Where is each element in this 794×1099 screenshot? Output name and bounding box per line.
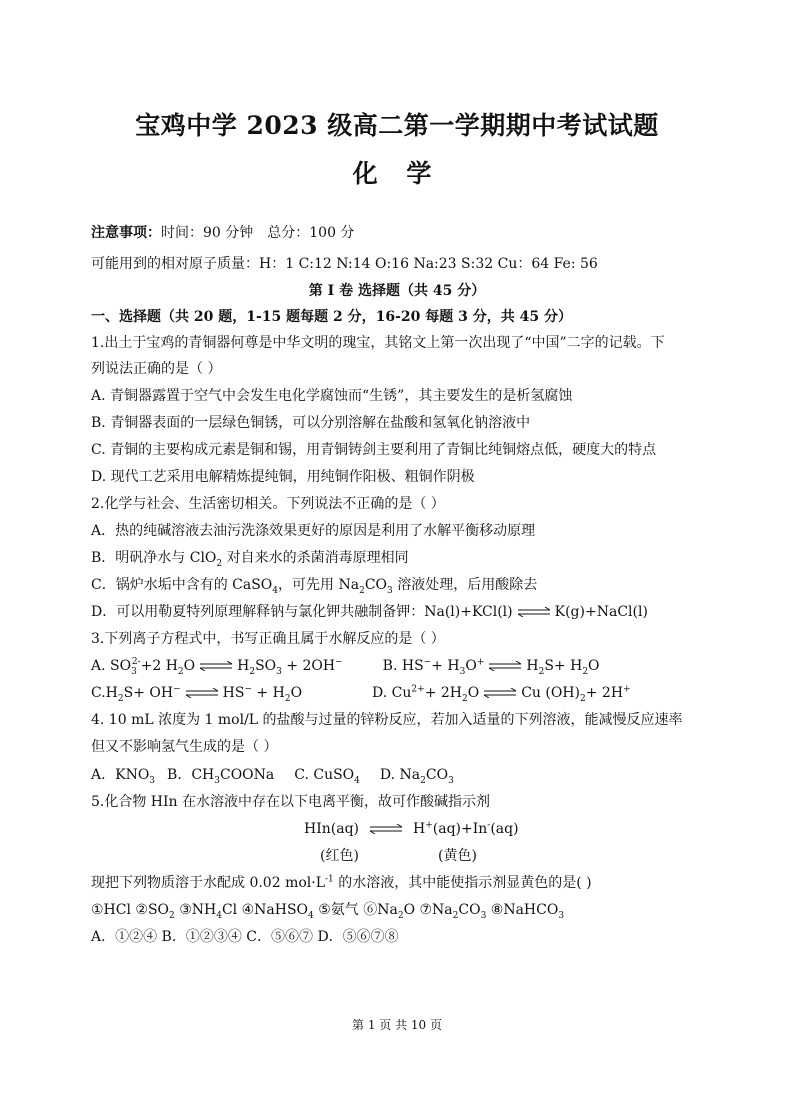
q5-options: A．①②④ B．①②③④ C．⑤⑥⑦ D．⑤⑥⑦⑧ xyxy=(91,929,399,945)
q1-stem-line2: 列说法正确的是（ ） xyxy=(91,361,222,377)
q3-options-ab xyxy=(91,657,600,675)
q1-option-a: A. 青铜器露置于空气中会发生电化学腐蚀而“生锈”，其主要发生的是析氢腐蚀 xyxy=(91,388,573,404)
q4-option-d: D. $Na_2CO_3$ xyxy=(379,767,454,786)
equilibrium-arrow-icon xyxy=(199,661,233,671)
q1-stem-line1: 1.出土于宝鸡的青铜器何尊是中华文明的瑰宝，其铭文上第一次出现了“中国”二字的记载。下 xyxy=(91,335,665,351)
q5-stem: 5.化合物 HIn 在水溶液中存在以下电离平衡，故可作酸碱指示剂 xyxy=(91,794,491,810)
q2-option-a: A．热的纯碱溶液去油污洗涤效果更好的原因是利用了水解平衡移动原理 xyxy=(91,523,536,539)
notice-line xyxy=(91,224,354,242)
q4-option-c: C. CuSO$_4$ xyxy=(294,767,360,786)
q2-stem: 2.化学与社会、生活密切相关。下列说法不正确的是（ ） xyxy=(91,496,445,512)
notice-time: 时间：90 分钟 xyxy=(161,225,254,241)
equilibrium-arrow-icon xyxy=(488,661,522,671)
part-title: 一、选择题（共 20 题，1-15 题每题 2 分，16-20 每题 3 分，共 45 分） xyxy=(91,309,572,325)
q3-options-cd xyxy=(91,684,631,702)
q4-options xyxy=(91,766,454,784)
q1-option-d: D. 现代工艺采用电解精炼提纯铜，用纯铜作阳极、粗铜作阴极 xyxy=(91,469,475,485)
q5-color-yellow: (黄色) xyxy=(438,848,477,864)
q5-equilibrium: HIn(aq) H+(aq)+In-(aq) xyxy=(304,820,519,837)
equilibrium-arrow-icon xyxy=(483,688,517,698)
q3-option-b: B. $HS^-+ H_3O^+$ $H_2S+ H_2O$ xyxy=(382,657,600,677)
q5-color-red: (红色) xyxy=(320,848,359,864)
q2-option-c: C．锅炉水垢中含有的 CaSO$_4$，可先用 $Na_2CO_3$ 溶液处理，后用酸除去 xyxy=(91,577,538,596)
q4-option-b: B．$CH_3COONa$ xyxy=(167,767,275,786)
page-footer: 第 1 页 共 10 页 xyxy=(352,1018,442,1032)
q1-option-c: C. 青铜的主要构成元素是铜和锡，用青铜铸剑主要利用了青铜比纯铜熔点低，硬度大的特点 xyxy=(91,442,657,458)
q3-option-c: $C.H_2S+ OH^-$ $HS^- + H_2O$ xyxy=(91,684,303,704)
subject-title: 化 学 xyxy=(352,159,442,188)
q3-option-d: D. $Cu^{2+}+ 2H_2O$ Cu $(OH)_2+ 2H^+$ xyxy=(372,684,631,704)
q3-option-a: A. $SO_3^{2-}+2$ $H_2O$ $H_2SO_3 + 2OH^-$ xyxy=(91,657,343,677)
exam-title: 宝鸡中学 2023 级高二第一学期期中考试试题 xyxy=(135,111,659,140)
q2-option-d: D．可以用勒夏特列原理解释钠与氯化钾共融制备钾：Na(l)+KCl(l) K(g)+NaCl(l) xyxy=(91,604,648,620)
q4-option-a: A．$KNO_3$ xyxy=(91,767,156,786)
q4-stem-line1: 4. 10 mL 浓度为 1 mol/L 的盐酸与过量的锌粉反应，若加入适量的下列溶液，能减慢反应速率 xyxy=(91,712,683,728)
notice-label: 注意事项： xyxy=(91,225,161,241)
equilibrium-arrow-icon xyxy=(517,607,551,617)
q5-stem-line2: 现把下列物质溶于水配成 0.02 $mol\cdot L^{-1}$ 的水溶液，其中能使指示剂显黄色的是( ) xyxy=(91,874,592,891)
notice-score: 总分：100 分 xyxy=(267,225,355,241)
equilibrium-arrow-icon xyxy=(185,688,219,698)
q1-option-b: B. 青铜器表面的一层绿色铜锈，可以分别溶解在盐酸和氢氧化钠溶液中 xyxy=(91,415,531,431)
volume-title: 第 I 卷 选择题（共 45 分） xyxy=(308,283,486,299)
equilibrium-arrow-icon xyxy=(369,824,403,834)
atomic-masses: 可能用到的相对原子质量：H：1 C:12 N:14 O:16 Na:23 S:32 Cu：64 Fe: 56 xyxy=(91,256,598,272)
q3-stem: 3.下列离子方程式中，书写正确且属于水解反应的是（ ） xyxy=(91,631,445,647)
q5-substances: ①HCl $②SO_2$ $③NH_4Cl$ ④NaHSO$_4$ ⑤氨气 $⑥Na_2O$ $⑦Na_2CO_3$ ⑧NaHCO$_3$ xyxy=(91,902,565,921)
q4-stem-line2: 但又不影响氢气生成的是（ ） xyxy=(91,739,278,755)
q2-option-b: B．明矾净水与 ClO$_2$ 对自来水的杀菌消毒原理相同 xyxy=(91,550,409,569)
